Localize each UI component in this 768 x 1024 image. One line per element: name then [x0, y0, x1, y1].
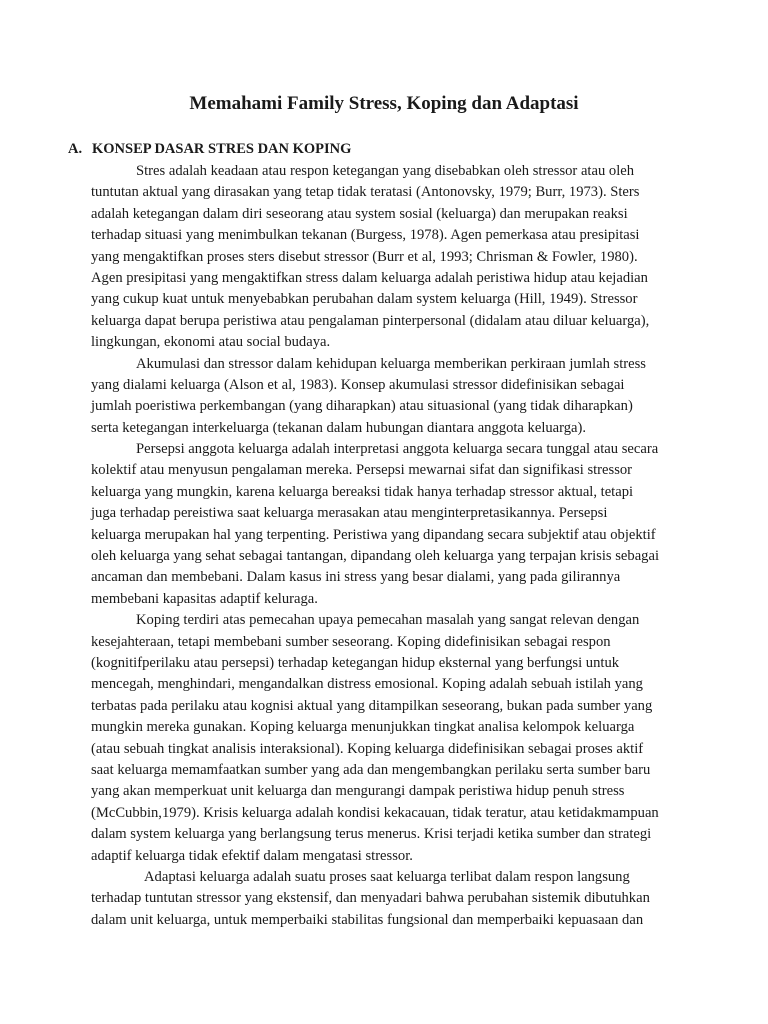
text-line: terbatas pada perilaku atau kognisi aktual yang ditampilkan seseorang, bukan pada sumber yang	[91, 697, 653, 714]
text-line: membebani kapasitas adaptif keluraga.	[91, 590, 318, 607]
section-heading-text: KONSEP DASAR STRES DAN KOPING	[92, 141, 352, 157]
text-line: dalam system keluarga yang berlangsung terus menerus. Krisi terjadi ketika sumber dan strategi	[91, 826, 652, 843]
text-line: juga terhadap pereistiwa saat keluarga merasakan atau menginterpretasikannya. Persepsi	[91, 505, 608, 522]
text-line: oleh keluarga yang sehat sebagai tantangan, dipandang oleh keluarga yang terpajan krisis sebagai	[91, 548, 660, 565]
document-title: Memahami Family Stress, Koping dan Adaptasi	[189, 93, 579, 114]
text-line: keluarga yang mungkin, karena keluarga bereaksi tidak hanya terhadap stressor aktual, tetapi	[91, 483, 634, 500]
text-line: dalam unit keluarga, untuk memperbaiki stabilitas fungsional dan memperbaiki kepuasaan dan	[91, 911, 644, 928]
text-line: yang akan memperkuat unit keluarga dan mengurangi dampak peristiwa hidup penuh stress	[91, 783, 625, 800]
text-line: (atau sebuah tingkat analisis interaksional). Koping keluarga didefinisikan sebagai proses aktif	[91, 740, 644, 757]
text-line: kolektif atau menyusun pengalaman mereka. Persepsi mewarnai sifat dan signifikasi stressor	[91, 462, 633, 479]
text-line: Stres adalah keadaan atau respon ketegangan yang disebabkan oleh stressor atau oleh	[136, 163, 635, 179]
text-line: keluarga merupakan hal yang terpenting. Peristiwa yang dipandang secara subjektif atau objektif	[91, 526, 656, 543]
text-line: yang dialami keluarga (Alson et al, 1983). Konsep akumulasi stressor didefinisikan sebagai	[91, 376, 625, 393]
section-marker: A.	[68, 141, 83, 157]
body-text	[91, 161, 684, 931]
text-line: Adaptasi keluarga adalah suatu proses saat keluarga terlibat dalam respon langsung	[144, 868, 630, 885]
text-line: ancaman dan membebani. Dalam kasus ini stress yang besar dialami, yang pada gilirannya	[91, 569, 621, 586]
text-line: Koping terdiri atas pemecahan upaya pemecahan masalah yang sangat relevan dengan	[136, 612, 640, 629]
text-line: terhadap situasi yang menimbulkan tekanan (Burgess, 1978). Agen pemerkasa atau presipitasi	[91, 227, 640, 244]
text-line: serta ketegangan interkeluarga (tekanan dalam hubungan diantara anggota keluarga).	[91, 419, 587, 436]
text-line: (kognitifperilaku atau persepsi) terhadap ketegangan hidup eksternal yang berfungsi untuk	[91, 654, 620, 671]
text-line: yang cukup kuat untuk menyebabkan perubahan dalam system keluarga (Hill, 1949). Stressor	[91, 291, 638, 308]
text-line: mencegah, menghindari, mengandalkan distress emosional. Koping adalah sebuah istilah yang	[91, 676, 643, 693]
text-line: keluarga dapat berupa peristiwa atau pengalaman pinterpersonal (didalam atau diluar keluarga),	[91, 312, 650, 329]
section-heading	[68, 139, 351, 159]
text-line: adalah ketegangan dalam diri seseorang atau system sosial (keluarga) dan merupakan reaksi	[91, 205, 628, 222]
text-line: kesejahteraan, tetapi membebani sumber seseorang. Koping didefinisikan sebagai respon	[91, 633, 611, 650]
text-line: adaptif keluarga tidak efektif dalam mengatasi stressor.	[91, 847, 413, 864]
text-line: terhadap tuntutan stressor yang ekstensif, dan menyadari bahwa perubahan sistemik dibutuhkan	[91, 890, 650, 907]
text-line: Agen presipitasi yang mengaktifkan stress dalam keluarga adalah peristiwa hidup atau kejadian	[91, 269, 648, 286]
text-line: saat keluarga memamfaatkan sumber yang ada dan mengembangkan perilaku serta sumber baru	[91, 761, 651, 778]
text-line: Akumulasi dan stressor dalam kehidupan keluarga memberikan perkiraan jumlah stress	[136, 355, 646, 372]
text-line: (McCubbin,1979). Krisis keluarga adalah kondisi kekacauan, tidak teratur, atau ketidakmampuan	[91, 804, 659, 821]
text-line: tuntutan aktual yang dirasakan yang tetap tidak teratasi (Antonovsky, 1979; Burr, 1973). Sters	[91, 184, 640, 201]
text-line: mungkin mereka gunakan. Koping keluarga menunjukkan tingkat analisa kelompok keluarga	[91, 719, 635, 736]
text-line: Persepsi anggota keluarga adalah interpretasi anggota keluarga secara tunggal atau secara	[136, 441, 659, 458]
text-line: yang mengaktifkan proses sters disebut stressor (Burr et al, 1993; Chrisman & Fowler, 1980).	[91, 248, 638, 265]
text-line: lingkungan, ekonomi atau social budaya.	[91, 334, 331, 351]
text-line: jumlah poeristiwa perkembangan (yang diharapkan) atau situasional (yang tidak diharapkan)	[91, 398, 633, 415]
